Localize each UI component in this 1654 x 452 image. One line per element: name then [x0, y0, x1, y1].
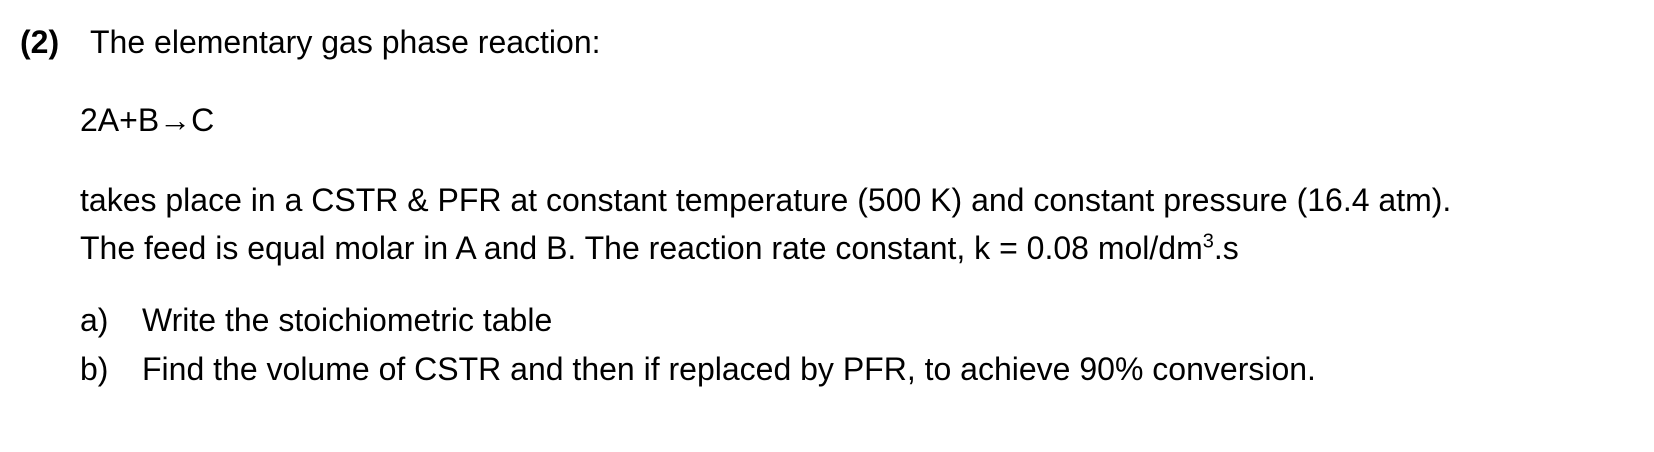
problem-statement-line-2	[80, 228, 1239, 268]
reaction-equation: 2A+B→C	[80, 102, 215, 138]
rate-constant-unit-suffix: .s	[1213, 230, 1239, 266]
problem-statement-line-1: takes place in a CSTR & PFR at constant temperature (500 K) and constant pressure (16.4 atm).	[80, 182, 1452, 218]
sub-question-marker: a)	[80, 302, 109, 338]
sub-question-text: Find the volume of CSTR and then if replaced by PFR, to achieve 90% conversion.	[142, 351, 1316, 387]
unit-exponent: 3	[1202, 230, 1214, 253]
rate-constant-text: The feed is equal molar in A and B. The reaction rate constant, k = 0.08 mol/dm	[80, 230, 1203, 266]
sub-question-marker: b)	[80, 351, 109, 387]
sub-question-text: Write the stoichiometric table	[142, 302, 553, 338]
question-number: (2)	[20, 24, 60, 60]
question-title: The elementary gas phase reaction:	[90, 24, 601, 60]
